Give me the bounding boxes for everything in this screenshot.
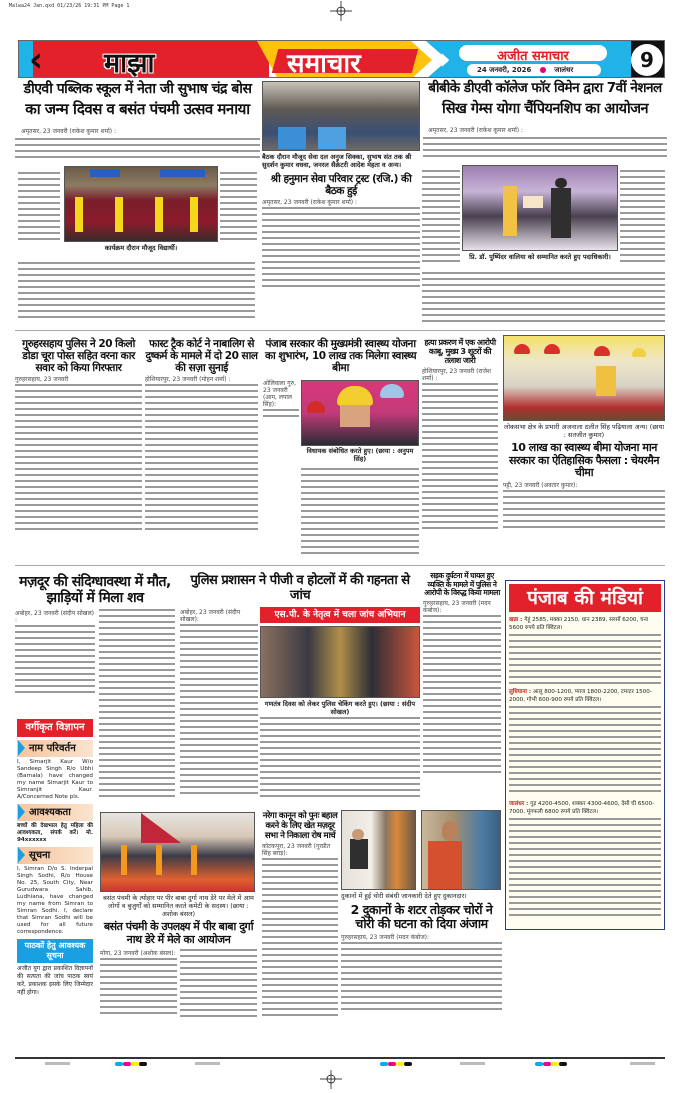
chevron-left-icon: ‹ [29,40,44,78]
article-body-text [180,624,258,794]
photo-shop-owner-1 [341,810,416,890]
headline-guruharsahai: गुरुहरसहाय पुलिस ने 20 किलो डोडा चूरा पोस्त सहित वरना कार सवार को किया गिरफ्तार [15,338,142,374]
article-body-text [262,207,420,287]
dateline: अमृतसर, 23 जनवरी (राकेश कुमार शर्मा) : [21,128,117,136]
article-basant [100,894,257,1019]
article-punjab-health-body [263,380,299,419]
registration-mark-icon [330,1,352,21]
headline-basant: बसंत पंचमी के उपलक्ष्य में पीर बाबा दुर्गा नाथ डेरे में मेले का आयोजन [100,921,257,946]
article-body-text [180,949,257,1019]
dateline: अमृतसर, 23 जनवरी (राकेश कुमार शर्मा) : [428,127,524,135]
headline-labourer: मज़दूर की संदिग्धावस्था में मौत, झाड़ियों में मिला शव [15,574,175,606]
masthead-title-left: माझा [104,48,155,78]
photo-mla-speech [301,380,419,446]
photo-caption: प्रि. डॉ. पुष्पिंदर वालिया को सम्मानित करते हुए पदाधिकारी। [462,253,618,261]
article-body-text [422,383,498,533]
photo-caption: बसंत पंचमी के त्योहार पर पीर बाबा दुर्गा नाथ डेरे पर मेले में आम लोगों व बुजुर्गों को सम्मानित करते कमेटी के सदस्य। (छाया : अशोक बंसल) [100,894,257,918]
photo-shop-owner-2 [421,810,501,890]
photo-police-checking [260,626,420,698]
article-hanuman [262,153,420,287]
market-rates: आलू 800-1200, प्याज 1800-2200, टमाटर 1500-2000, गोभी 600-900 रुपये प्रति क्विंटल। [509,689,652,703]
photo-caption: बैठक दौरान मौजूद सेवा दल अनुज सिक्का, सुभाष संत तक श्री सुदर्शन कुमार वधवा, जनरल सैक्रेटरी आदेश मेहता व अन्य। [262,153,420,169]
masthead-title-right: समाचार [287,49,361,78]
paper-name: अजीत समाचार [497,49,569,64]
dateline: गुरुहरसहाय, 23 जनवरी (मदन कंबोज): [423,600,501,614]
photo-caption: कार्यक्रम दौरान मौजूद विद्यार्थी। [64,244,218,252]
headline-punjab-health: पंजाब सरकार की मुख्यमंत्री स्वास्थ्य योजना का शुभारंभ, 10 लाख तक मिलेगा स्वास्थ्य बीमा [262,338,419,374]
article-road-accident [423,572,501,775]
headline-dav-line1: डीएवी पब्लिक स्कूल में नेता जी सुभाष चंद्र बोस [15,81,260,97]
dateline: अबोहर, 23 जनवरी (संदीप सोखल): [180,609,258,623]
subhead-banner: एस.पी. के नेतृत्व में चला जांच अभियान [260,607,420,623]
article-body-text [262,858,338,1018]
chevron-right-icon: ›› [427,42,451,77]
market-item [509,688,661,704]
issue-city: जालंधर [554,66,574,74]
classifieds-column [17,719,93,997]
article-bbk-dav [423,81,667,161]
article-body-text [145,384,258,534]
classified-text: I, Simarjit Kaur W/o Sandeep Singh R/o Ubhi (Barnala) have changed my name Simarjit Kaur to Simranjit Kaur. A/Concerned Note pls. [17,759,93,800]
headline-theft: 2 दुकानों के शटर तोड़कर चोरों ने चोरी की घटना को दिया अंजाम [341,903,502,932]
article-body-text [263,409,299,419]
dateline: होशियारपुर, 23 जनवरी (मोहन शर्मा) : [145,376,258,383]
page-number-badge [631,44,663,76]
article-body-text [341,942,502,1012]
headline-cheema: 10 लाख का स्वास्थ्य बीमा योजना मान सरकार का ऐतिहासिक फैसला : चेयरमैन चीमा [503,442,665,480]
classified-text: I, Simran D/o S. Inderpal Singh Sodhi, R/o House No. 25, South City, Near Gurudwara Sahib, Ludhiana, have changed my name from Simran to Simran Sodhi. I, declare that Simran Sodhi will be used for all future correspondence. [17,866,93,935]
market-item [509,800,661,816]
article-body-text [422,272,665,326]
classifieds-title: वर्गीकृत विज्ञापन [17,719,93,737]
headline-bbk-line2: सिख गेम्स योगा चैंपियनशिप का आयोजन [423,101,667,118]
article-body-text [15,625,95,695]
dot-icon [540,67,546,73]
masthead [18,40,665,78]
market-rates: गेहूं 2585, मक्का 2150, धान 2389, सरसों 6200, चना 5600 रुपये प्रति क्विंटल। [509,617,649,631]
article-guruharsahai [15,338,142,534]
article-body-text [220,172,257,244]
print-slug: Malwa24 Jan.qxd 01/23/26 19:31 PM Page 1 [9,3,130,9]
registration-mark-icon [320,1070,342,1089]
dateline: पट्टी, 23 जनवरी (अवतार कुमार): [503,482,665,489]
dateline: कोटकपूरा, 23 जनवरी (गुरप्रीत सिंह बराड़): [262,843,338,857]
dateline: गुरुहरसहाय, 23 जनवरी (मदन कंबोज): [341,934,502,941]
article-body-text [503,490,665,530]
headline-murder-case: हत्या प्रकरण में एक आरोपी काबू, मुख्य 3 शूटरों की तलाश जारी [422,338,498,366]
paper-name-pill [459,45,607,64]
dateline: होशियारपुर, 23 जनवरी (राजेश शर्मा) : [422,368,498,382]
article-body-text [422,170,460,265]
article-body-text [423,137,667,161]
photo-yoga-honour [462,165,618,251]
headline-narega: नरेगा कानून को पुनः बहाल करने के लिए खेत मज़दूर सभा ने निकाला रोष मार्च [262,811,338,841]
classified-heading: नाम परिवर्तन [17,740,93,757]
classified-text: बच्चों की देखभाल हेतु महिला की आवश्यकता, संपर्क करें। मो. 94xxxxxx [17,823,93,843]
headline-police-pg: पुलिस प्रशासन ने पीजी व होटलों में की गहनता से जांच [180,574,420,604]
dateline: अबोहर, 23 जनवरी (संदीप सोखल) : [15,610,94,625]
headline-dav-line2: का जन्म दिवस व बसंत पंचमी उत्सव मनाया [15,101,260,118]
article-dav-school [15,81,260,162]
photo-basant-festival [100,812,255,892]
article-theft [341,892,502,1012]
article-body-text [15,384,142,534]
photo-students [64,166,218,242]
color-registration-bar [0,1062,677,1068]
article-body-text [18,172,60,244]
dateline: अमृतसर, 23 जनवरी (राकेश कुमार शर्मा) : [262,199,420,206]
photo-felicitation [503,335,665,421]
photo-caption: लोकसभा क्षेत्र के प्रभारी अजनाला ठलीत सिंह पढ़ियाला अन्य। (छाया : सतजीत कुमार) [503,423,665,439]
photo-caption: गणतंत्र दिवस को लेकर पुलिस चेकिंग करते हुए। (छाया : संदीप सोखल) [260,700,420,716]
article-body-text [301,468,419,558]
article-body-text [15,138,260,162]
market-name: खन्ना : [509,617,523,623]
classified-heading: सूचना [17,847,93,864]
article-body-text [18,262,255,322]
article-body-text [260,717,420,797]
photo-caption: विधायक संबोधित करते हुए। (छाया : अनुपम सिंह) [301,447,419,463]
article-cheema [503,423,665,530]
article-murder-case [422,338,498,533]
article-body-text [99,609,175,799]
reader-notice-text: अजीत युग द्वारा प्रकाशित विज्ञापनों की सत्यता की जांच पाठक स्वयं करें, प्रकाशक इसके लिए जिम्मेदार नहीं होगा। [17,965,93,996]
market-name: जालंधर : [509,801,529,807]
dateline: ओलिवाला गुरु, 23 जनवरी (आम, लपाल सिंह): [263,380,299,408]
mandiyan-title: पंजाब की मंडियां [509,584,661,612]
article-body-text [100,958,177,1018]
market-name: लुधियाना : [509,689,532,695]
photo-caption: दुकानों में हुई चोरी संबंधी जानकारी देते हुए दुकानदार। [341,892,502,900]
headline-bbk-line1: बीबीके डीएवी कॉलेज फॉर विमेन द्वारा 7वीं नेशनल [423,81,667,97]
date-pill [467,64,601,76]
mandiyan-box [505,580,665,930]
dateline: मोगा, 23 जनवरी (अशोक बंसल): [100,950,176,958]
headline-hanuman: श्री हनुमान सेवा परिवार ट्रस्ट (रजि.) की बैठक हुई [262,173,420,197]
article-body-text [423,615,501,775]
market-item [509,616,661,632]
article-narega [262,812,338,1018]
headline-fast-track: फास्ट ट्रैक कोर्ट ने नाबालिग से दुष्कर्म के मामले में दो 20 साल की सज़ा सुनाई [145,338,258,375]
article-police-pg [180,574,420,797]
reader-notice-title: पाठकों हेतु आवश्यक सूचना [17,939,93,963]
issue-date: 24 जनवरी, 2026 [477,66,532,74]
classified-heading: आवश्यकता [17,804,93,821]
photo-meeting [262,81,420,151]
article-fast-track [145,338,258,534]
article-body-text [620,170,665,265]
dateline: गुरुहरसहाय, 23 जनवरी [15,376,142,383]
headline-road-accident: सड़क दुर्घटना में घायल हुए व्यक्ति के मामले में पुलिस ने आरोपी के विरुद्ध किया मामला [424,571,500,598]
page-number: 9 [640,48,654,72]
market-rates: गुड़ 4200-4500, शक्कर 4300-4600, देसी घी 6500-7000, मूंगफली 6800 रुपये प्रति क्विंटल। [509,801,655,815]
